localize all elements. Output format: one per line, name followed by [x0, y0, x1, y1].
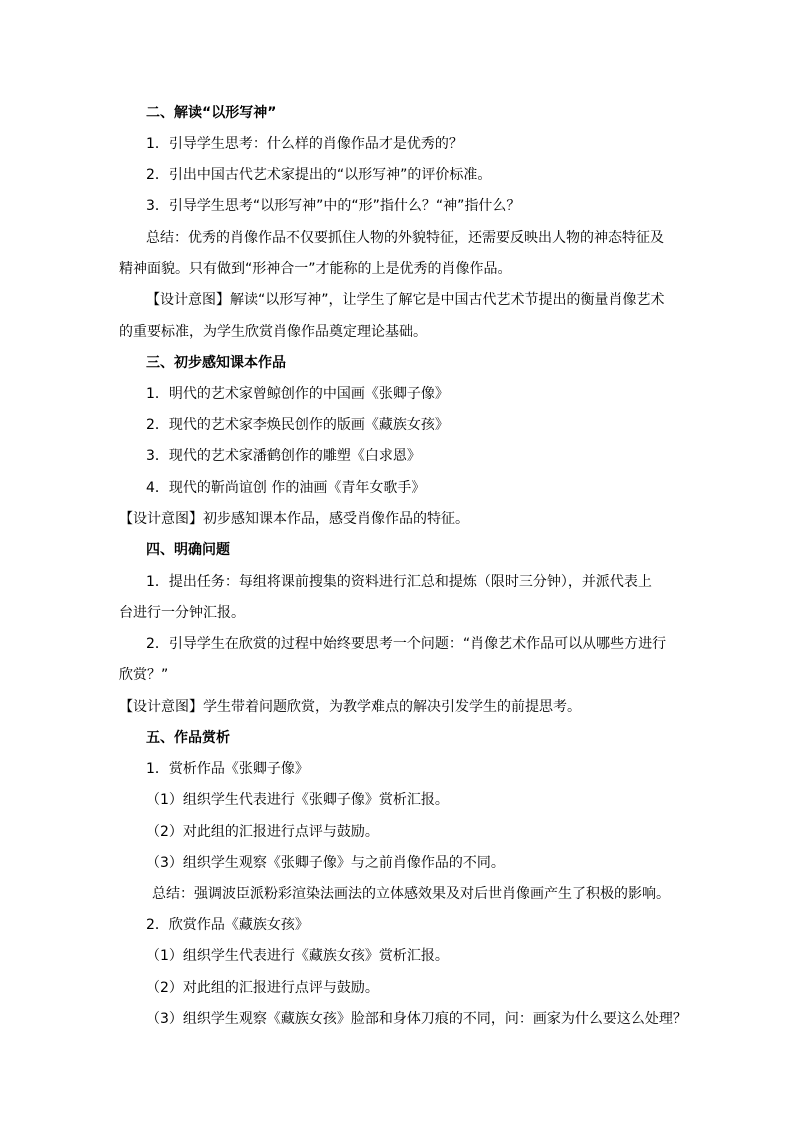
- list-item: 1．引导学生思考：什么样的肖像作品才是优秀的？: [146, 136, 463, 152]
- section-heading-2: 二、解读“以形写神”: [146, 105, 277, 121]
- list-item: 2．引导学生在欣赏的过程中始终要思考一个问题：“肖像艺术作品可以从哪些方进行: [146, 636, 667, 652]
- design-intent-line: 【设计意图】初步感知课本作品，感受肖像作品的特征。: [119, 511, 469, 527]
- list-item: 2．引出中国古代艺术家提出的“以形写神”的评价标准。: [146, 167, 492, 183]
- list-item: 4．现代的靳尚谊创 作的油画《青年女歌手》: [146, 480, 426, 496]
- subsection-title: 1．赏析作品《张卿子像》: [146, 761, 309, 777]
- list-item-continued: 台进行一分钟汇报。: [119, 605, 245, 621]
- section-heading-4: 四、明确问题: [146, 542, 230, 558]
- list-item: 1．明代的艺术家曾鲸创作的中国画《张卿子像》: [146, 386, 449, 402]
- list-item: 2．现代的艺术家李焕民创作的版画《藏族女孩》: [146, 417, 449, 433]
- section-heading-5: 五、作品赏析: [146, 730, 230, 746]
- list-item: （2）对此组的汇报进行点评与鼓励。: [146, 824, 379, 840]
- design-intent-line: 【设计意图】解读“以形写神”，让学生了解它是中国古代艺术节提出的衡量肖像艺术: [146, 292, 665, 308]
- section-heading-3: 三、初步感知课本作品: [146, 355, 286, 371]
- design-intent-line: 的重要标准，为学生欣赏肖像作品奠定理论基础。: [119, 324, 427, 340]
- list-item: 3．引导学生思考“以形写神”中的“形”指什么？“神”指什么？: [146, 198, 521, 214]
- list-item: （3）组织学生观察《张卿子像》与之前肖像作品的不同。: [146, 855, 505, 871]
- summary-line: 精神面貌。只有做到“形神合一”才能称的上是优秀的肖像作品。: [119, 261, 512, 277]
- subsection-title: 2．欣赏作品《藏族女孩》: [146, 917, 309, 933]
- list-item-continued: 欣赏？”: [119, 667, 169, 683]
- list-item: （3）组织学生观察《藏族女孩》脸部和身体刀痕的不同，问：画家为什么要这么处理？: [146, 1011, 687, 1027]
- summary-line: 总结：强调波臣派粉彩渲染法画法的立体感效果及对后世肖像画产生了积极的影响。: [152, 886, 670, 902]
- list-item: （1）组织学生代表进行《张卿子像》赏析汇报。: [146, 792, 449, 808]
- design-intent-line: 【设计意图】学生带着问题欣赏，为教学难点的解决引发学生的前提思考。: [119, 699, 581, 715]
- list-item: 3．现代的艺术家潘鹤创作的雕塑《白求恩》: [146, 448, 421, 464]
- list-item: （2）对此组的汇报进行点评与鼓励。: [146, 980, 379, 996]
- list-item: 1．提出任务：每组将课前搜集的资料进行汇总和提炼（限时三分钟），并派代表上: [146, 574, 652, 590]
- list-item: （1）组织学生代表进行《藏族女孩》赏析汇报。: [146, 948, 449, 964]
- summary-line: 总结：优秀的肖像作品不仅要抓住人物的外貌特征，还需要反映出人物的神态特征及: [146, 230, 664, 246]
